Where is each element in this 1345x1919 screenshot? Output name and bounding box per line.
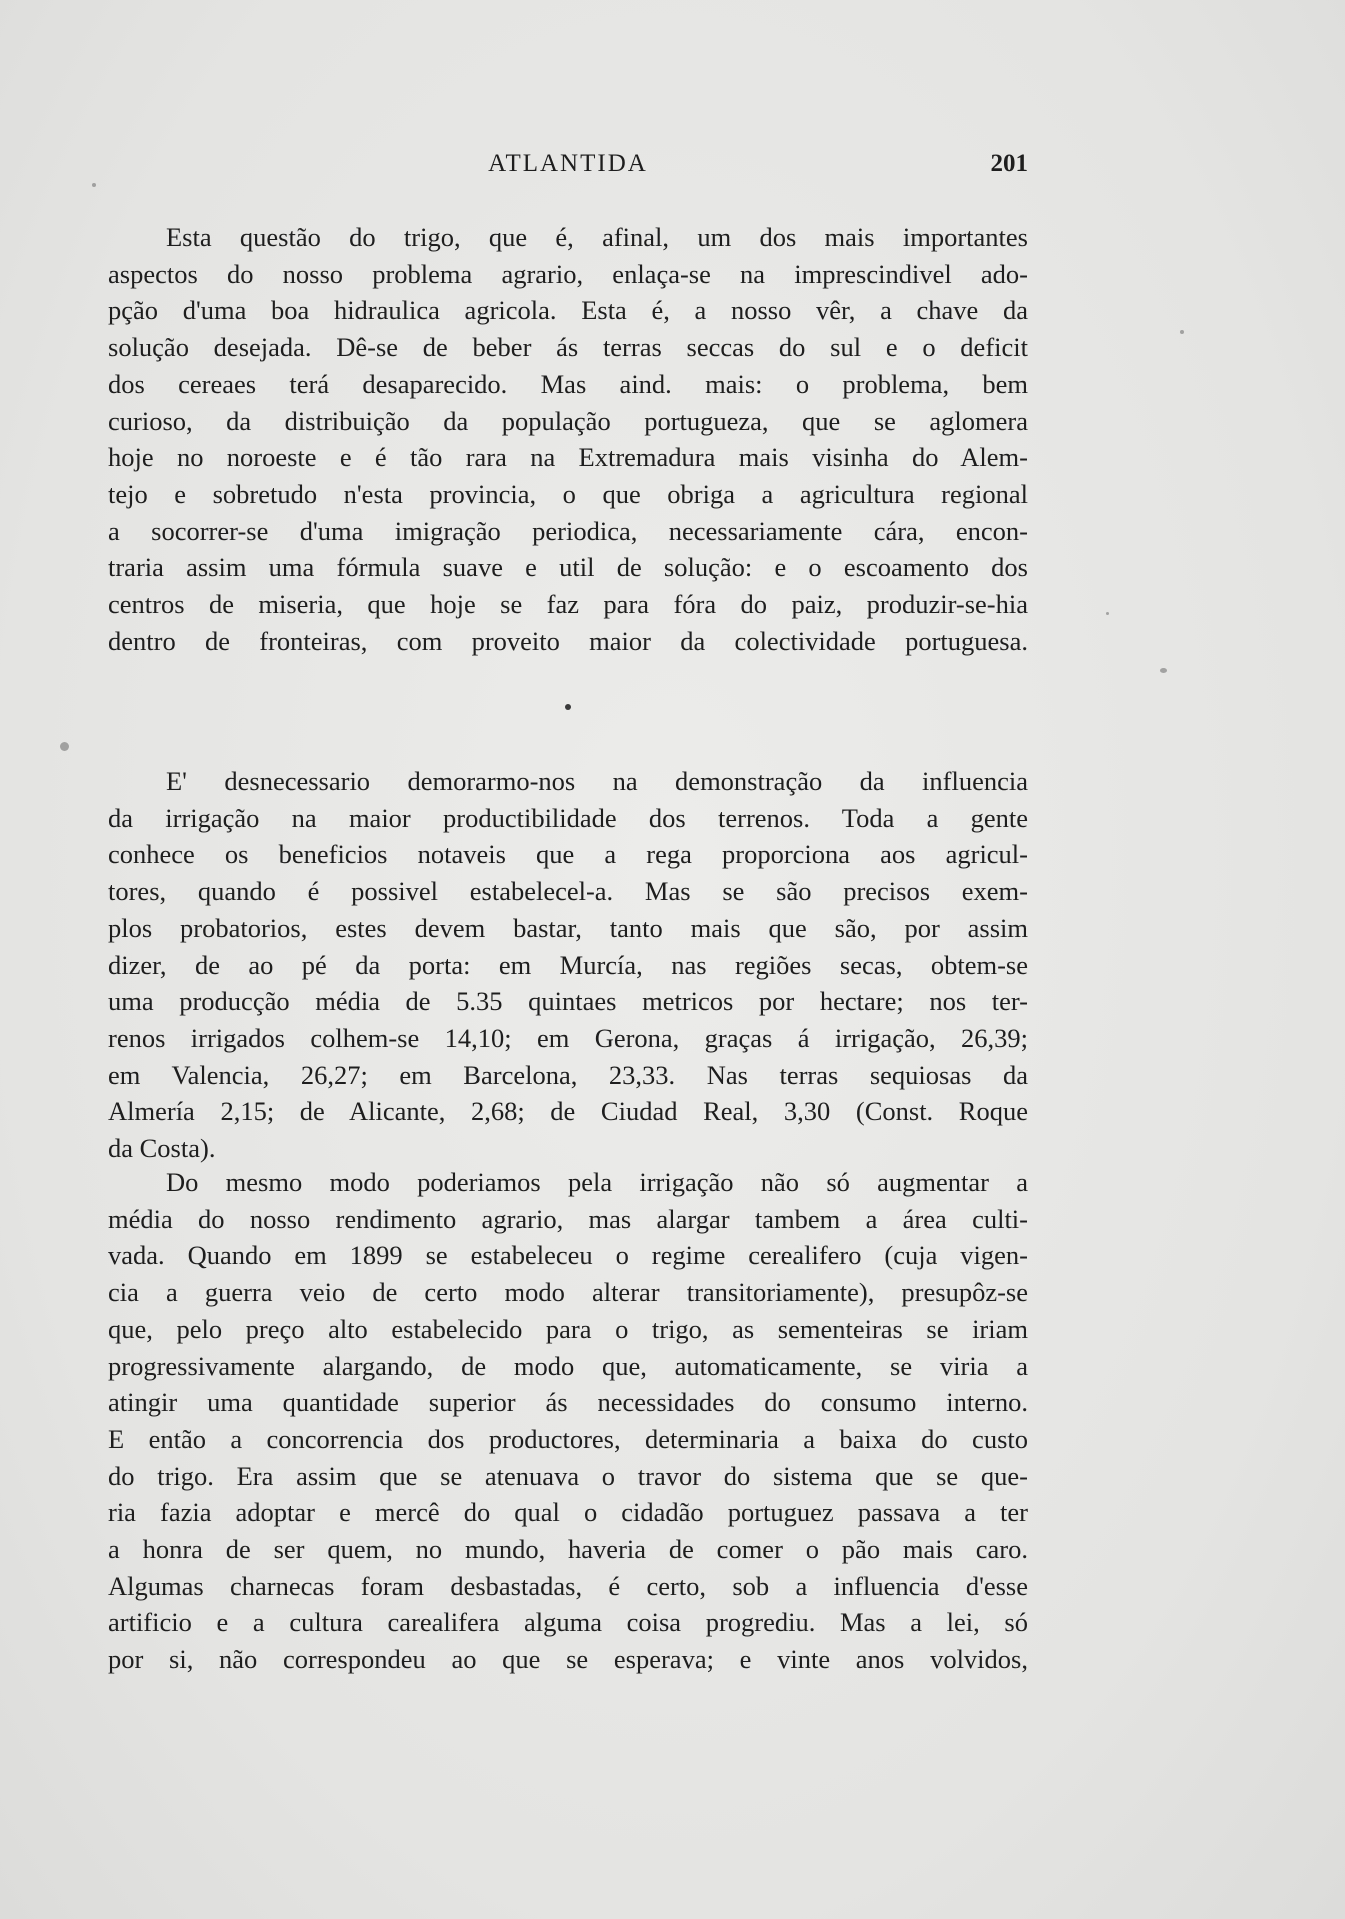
text-line: aspectos do nosso problema agrario, enlaça-se na imprescindivel ado-	[108, 258, 1028, 289]
paper-speck	[1160, 668, 1167, 673]
text-line: centros de miseria, que hoje se faz para fóra do paiz, produzir-se-hia	[108, 589, 1028, 620]
text-line: Almería 2,15; de Alicante, 2,68; de Ciudad Real, 3,30 (Const. Roque	[108, 1096, 1028, 1127]
text-line: por si, não correspondeu ao que se esperava; e vinte anos volvidos,	[108, 1644, 1028, 1675]
text-line: solução desejada. Dê-se de beber ás terras seccas do sul e o deficit	[108, 332, 1028, 363]
text-line: renos irrigados colhem-se 14,10; em Gerona, graças á irrigação, 26,39;	[108, 1022, 1028, 1053]
text-line: em Valencia, 26,27; em Barcelona, 23,33. Nas terras sequiosas da	[108, 1059, 1028, 1090]
text-line: média do nosso rendimento agrario, mas alargar tambem a área culti-	[108, 1203, 1028, 1234]
text-line: progressivamente alargando, de modo que, automaticamente, se viria a	[108, 1350, 1028, 1381]
text-line: uma producção média de 5.35 quintaes metricos por hectare; nos ter-	[108, 986, 1028, 1017]
running-header	[108, 150, 1028, 186]
text-line: E' desnecessario demorarmo-nos na demonstração da influencia	[166, 766, 1028, 796]
text-line: pção d'uma boa hidraulica agricola. Esta é, a nosso vêr, a chave da	[108, 295, 1028, 326]
text-line: dos cereaes terá desaparecido. Mas aind. mais: o problema, bem	[108, 368, 1028, 399]
text-line: da irrigação na maior productibilidade dos terrenos. Toda a gente	[108, 802, 1028, 833]
text-line: cia a guerra veio de certo modo alterar transitoriamente), presupôz-se	[108, 1277, 1028, 1308]
text-line: Esta questão do trigo, que é, afinal, um dos mais importantes	[166, 222, 1028, 252]
paper-speck	[1180, 330, 1184, 334]
text-line: curioso, da distribuição da população portugueza, que se aglomera	[108, 405, 1028, 436]
section-separator-dot	[565, 704, 571, 710]
text-line: plos probatorios, estes devem bastar, tanto mais que são, por assim	[108, 912, 1028, 943]
text-line: tejo e sobretudo n'esta provincia, o que obriga a agricultura regional	[108, 478, 1028, 509]
paper-speck	[1106, 612, 1109, 615]
text-line: a socorrer-se d'uma imigração periodica, necessariamente cára, encon-	[108, 515, 1028, 546]
text-line: hoje no noroeste e é tão rara na Extremadura mais visinha do Alem-	[108, 442, 1028, 473]
text-line: do trigo. Era assim que se atenuava o travor do sistema que se que-	[108, 1460, 1028, 1491]
text-line: Do mesmo modo poderiamos pela irrigação não só augmentar a	[166, 1167, 1028, 1197]
text-line: dizer, de ao pé da porta: em Murcía, nas regiões secas, obtem-se	[108, 949, 1028, 980]
text-line: que, pelo preço alto estabelecido para o trigo, as sementeiras se iriam	[108, 1313, 1028, 1344]
text-line: E então a concorrencia dos productores, determinaria a baixa do custo	[108, 1423, 1028, 1454]
paper-speck	[92, 183, 96, 187]
text-line: Algumas charnecas foram desbastadas, é certo, sob a influencia d'esse	[108, 1570, 1028, 1601]
paragraph-trigo-hidraulica	[108, 219, 1028, 659]
text-line: atingir uma quantidade superior ás necessidades do consumo interno.	[108, 1387, 1028, 1418]
running-title: ATLANTIDA	[488, 150, 648, 177]
text-line: tores, quando é possivel estabelecel-a. Mas se são precisos exem-	[108, 876, 1028, 907]
paragraph-regime-cerealifero	[108, 1164, 1028, 1678]
text-line: dentro de fronteiras, com proveito maior da colectividade portuguesa.	[108, 625, 1028, 656]
text-line: vada. Quando em 1899 se estabeleceu o regime cerealifero (cuja vigen-	[108, 1240, 1028, 1271]
text-line: ria fazia adoptar e mercê do qual o cidadão portuguez passava a ter	[108, 1497, 1028, 1528]
paragraph-irrigacao	[108, 763, 1028, 1167]
paper-speck	[60, 742, 69, 751]
text-line: conhece os beneficios notaveis que a rega proporciona aos agricul-	[108, 839, 1028, 870]
text-line: traria assim uma fórmula suave e util de solução: e o escoamento dos	[108, 552, 1028, 583]
page-number: 201	[990, 150, 1028, 177]
text-line: artificio e a cultura carealifera alguma coisa progrediu. Mas a lei, só	[108, 1607, 1028, 1638]
text-line: a honra de ser quem, no mundo, haveria de comer o pão mais caro.	[108, 1534, 1028, 1565]
text-line: da Costa).	[108, 1133, 216, 1164]
